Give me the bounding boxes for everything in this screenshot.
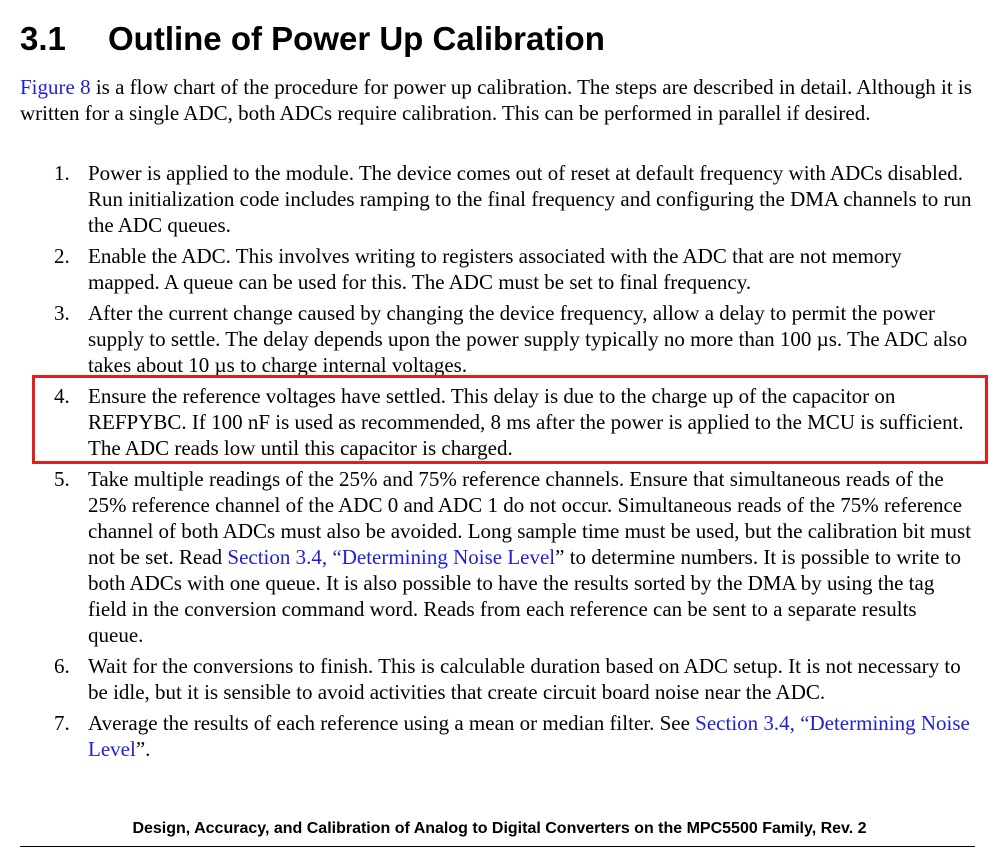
footer-divider [20, 846, 975, 847]
section-3-4-link[interactable]: Section 3.4, “Determining Noise Level [227, 545, 556, 569]
step-text-after-link: ”. [135, 737, 151, 761]
step-text: Ensure the reference voltages have settled. This delay is due to the charge up of the capacitor on REFPYBC. If 100 nF is used as recommended, 8 ms after the power is applied to the MCU is sufficient. The ADC reads low until this capacitor is charged. [88, 384, 964, 460]
list-item [0, 466, 974, 648]
step-text-after-link: ” to determine numbers. It is possible to write to both ADCs with one queue. It is also possible to have the results sorted by the DMA by using the tag field in the conversion command word. Reads from each reference can be sent to a separate results queue. [88, 545, 962, 647]
step-number: 2. [54, 244, 70, 268]
step-number: 3. [54, 301, 70, 325]
step-number: 6. [54, 654, 70, 678]
figure-8-link[interactable]: Figure 8 [20, 75, 91, 99]
list-item [0, 653, 974, 705]
step-number: 1. [54, 161, 70, 185]
intro-text: is a flow chart of the procedure for power up calibration. The steps are described in detail. Although it is written for a single ADC, both ADCs require calibration. This can be performed in parallel if desired. [20, 75, 972, 125]
section-3-4-link[interactable]: Section 3.4, “Determining Noise Level [88, 711, 970, 761]
step-number: 7. [54, 711, 70, 735]
section-heading [20, 14, 605, 64]
footer-title: Design, Accuracy, and Calibration of Analog to Digital Converters on the MPC5500 Family, Rev. 2 [132, 820, 867, 837]
list-item-highlighted [0, 383, 974, 461]
list-item [0, 300, 974, 378]
section-title: Outline of Power Up Calibration [108, 20, 605, 57]
step-text: Enable the ADC. This involves writing to registers associated with the ADC that are not memory mapped. A queue can be used for this. The ADC must be set to final frequency. [88, 244, 902, 294]
step-text-before-link: Take multiple readings of the 25% and 75% reference channels. Ensure that simultaneous reads of the 25% reference channel of the ADC 0 and ADC 1 do not occur. Simultaneous reads of the 75% reference channel of both ADCs must also be avoided. Long sample time must be used, but the calibration bit must not be set. Read [88, 467, 972, 569]
list-item [0, 243, 974, 295]
step-text: Wait for the conversions to finish. This is calculable duration based on ADC setup. It is not necessary to be idle, but it is sensible to avoid activities that create circuit board noise near the ADC. [88, 654, 961, 704]
intro-paragraph [20, 74, 980, 126]
step-text: Power is applied to the module. The device comes out of reset at default frequency with ADCs disabled. Run initialization code includes ramping to the final frequency and configuring the DMA channels to run the ADC queues. [88, 161, 972, 237]
section-number: 3.1 [20, 20, 66, 57]
step-number: 5. [54, 467, 70, 491]
calibration-steps-list [0, 160, 999, 767]
list-item [0, 710, 974, 762]
step-text: After the current change caused by changing the device frequency, allow a delay to permit the power supply to settle. The delay depends upon the power supply typically no more than 100 µs. The ADC also takes about 10 µs to charge internal voltages. [88, 301, 968, 377]
step-number: 4. [54, 384, 70, 408]
list-item [0, 160, 974, 238]
step-text-before-link: Average the results of each reference using a mean or median filter. See [88, 711, 696, 735]
